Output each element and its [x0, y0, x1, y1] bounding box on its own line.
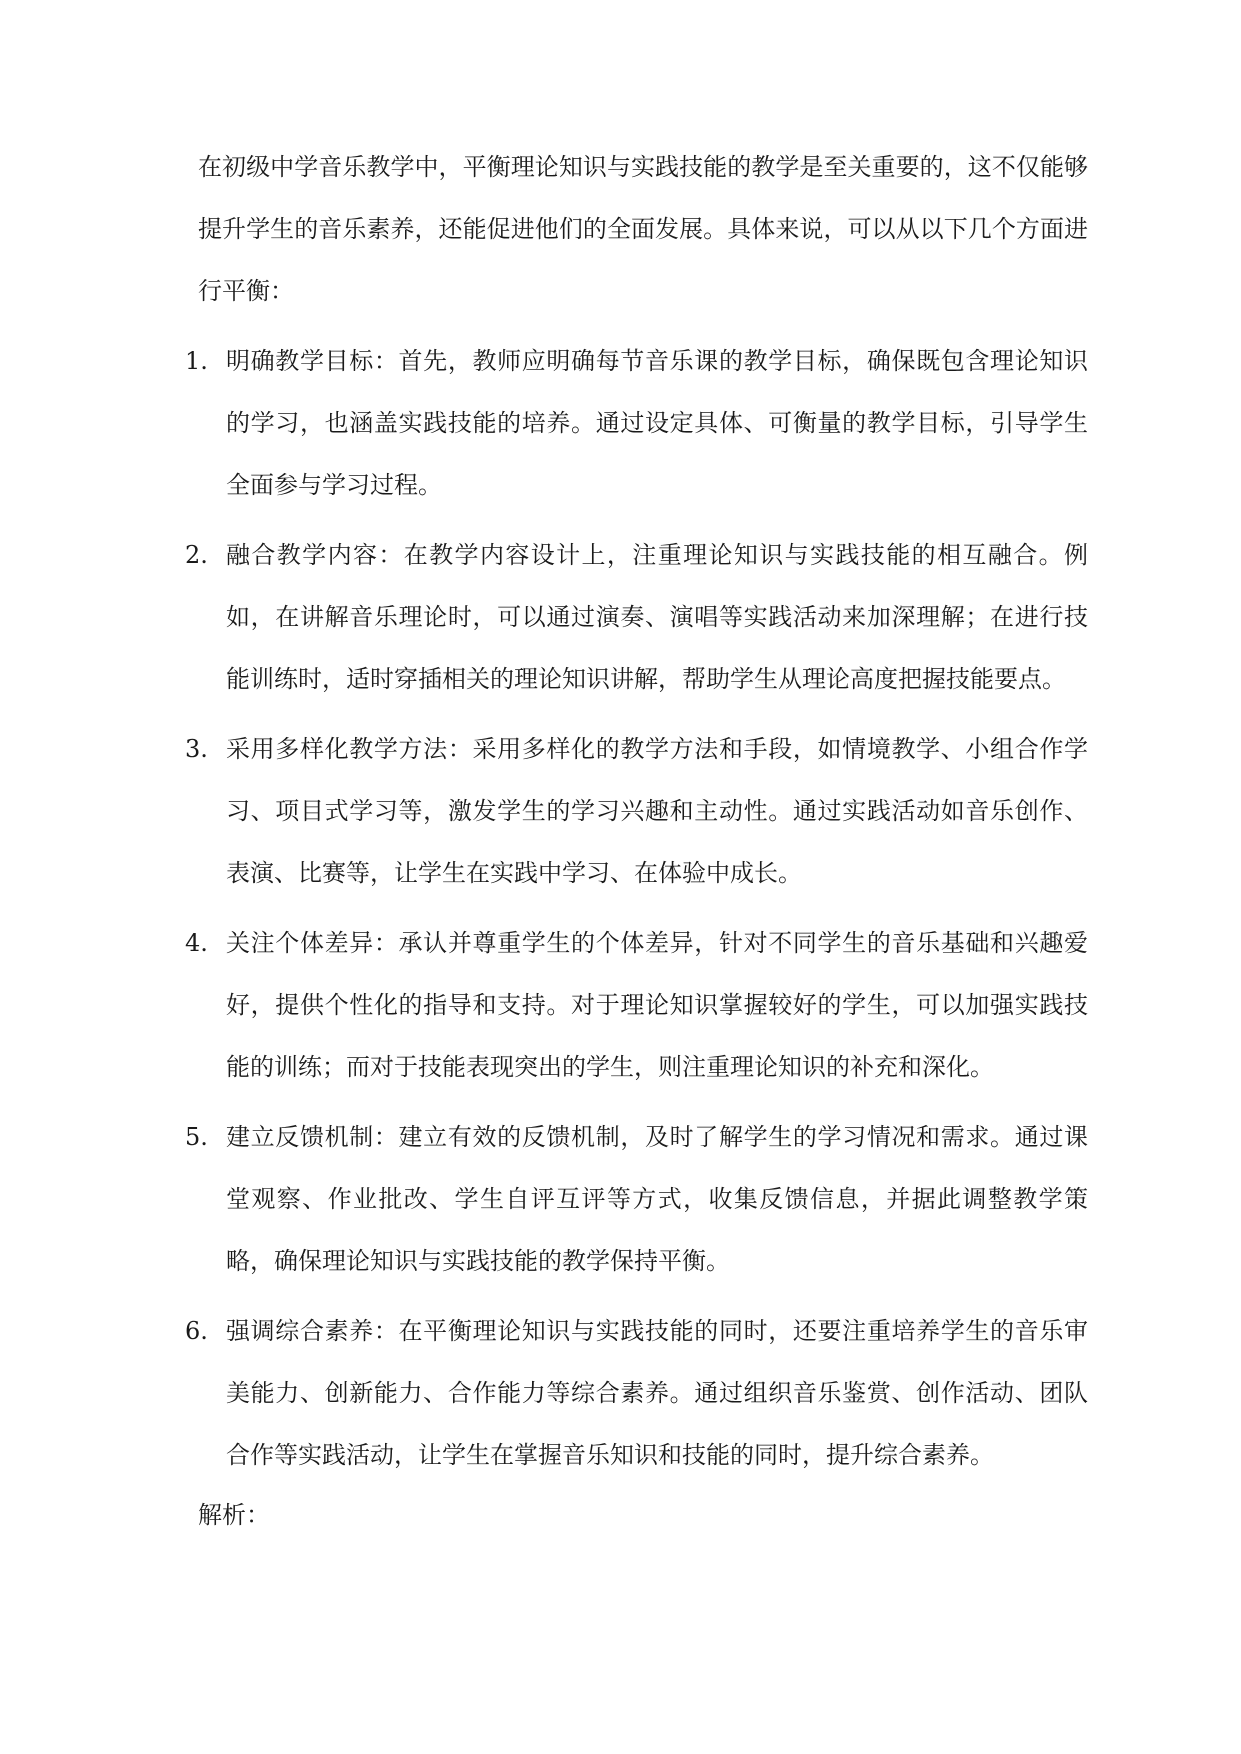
list-item-text: 融合教学内容：在教学内容设计上，注重理论知识与实践技能的相互融合。例如，在讲解音乐理论时，可以通过演奏、演唱等实践活动来加深理解；在进行技能训练时，适时穿插相关的理论知识讲解，帮助学生从理论高度把握技能要点。	[226, 541, 1088, 693]
list-item-text: 强调综合素养：在平衡理论知识与实践技能的同时，还要注重培养学生的音乐审美能力、创新能力、合作能力等综合素养。通过组织音乐鉴赏、创作活动、团队合作等实践活动，让学生在掌握音乐知识和技能的同时，提升综合素养。	[226, 1317, 1088, 1469]
list-item-number: 3.	[185, 735, 208, 763]
list-item	[185, 912, 1088, 1098]
numbered-list	[185, 330, 1088, 1486]
list-item-text: 建立反馈机制：建立有效的反馈机制，及时了解学生的学习情况和需求。通过课堂观察、作业批改、学生自评互评等方式，收集反馈信息，并据此调整教学策略，确保理论知识与实践技能的教学保持平衡。	[226, 1123, 1088, 1275]
list-item-number: 4.	[185, 929, 208, 957]
list-item-text: 关注个体差异：承认并尊重学生的个体差异，针对不同学生的音乐基础和兴趣爱好，提供个性化的指导和支持。对于理论知识掌握较好的学生，可以加强实践技能的训练；而对于技能表现突出的学生，则注重理论知识的补充和深化。	[226, 929, 1088, 1081]
list-item	[185, 718, 1088, 904]
list-item-text: 采用多样化教学方法：采用多样化的教学方法和手段，如情境教学、小组合作学习、项目式学习等，激发学生的学习兴趣和主动性。通过实践活动如音乐创作、表演、比赛等，让学生在实践中学习、在体验中成长。	[226, 735, 1088, 887]
document-body	[185, 136, 1088, 1546]
list-item	[185, 1300, 1088, 1486]
list-item-number: 6.	[185, 1317, 208, 1345]
list-item-text: 明确教学目标：首先，教师应明确每节音乐课的教学目标，确保既包含理论知识的学习，也涵盖实践技能的培养。通过设定具体、可衡量的教学目标，引导学生全面参与学习过程。	[226, 347, 1088, 499]
intro-paragraph: 在初级中学音乐教学中，平衡理论知识与实践技能的教学是至关重要的，这不仅能够提升学生的音乐素养，还能促进他们的全面发展。具体来说，可以从以下几个方面进行平衡：	[198, 153, 1088, 305]
list-item-number: 1.	[185, 347, 208, 375]
list-item	[185, 330, 1088, 516]
list-item	[185, 1106, 1088, 1292]
list-item-number: 5.	[185, 1123, 208, 1151]
list-item-number: 2.	[185, 541, 208, 569]
list-item	[185, 524, 1088, 710]
analysis-label: 解析：	[198, 1501, 270, 1529]
